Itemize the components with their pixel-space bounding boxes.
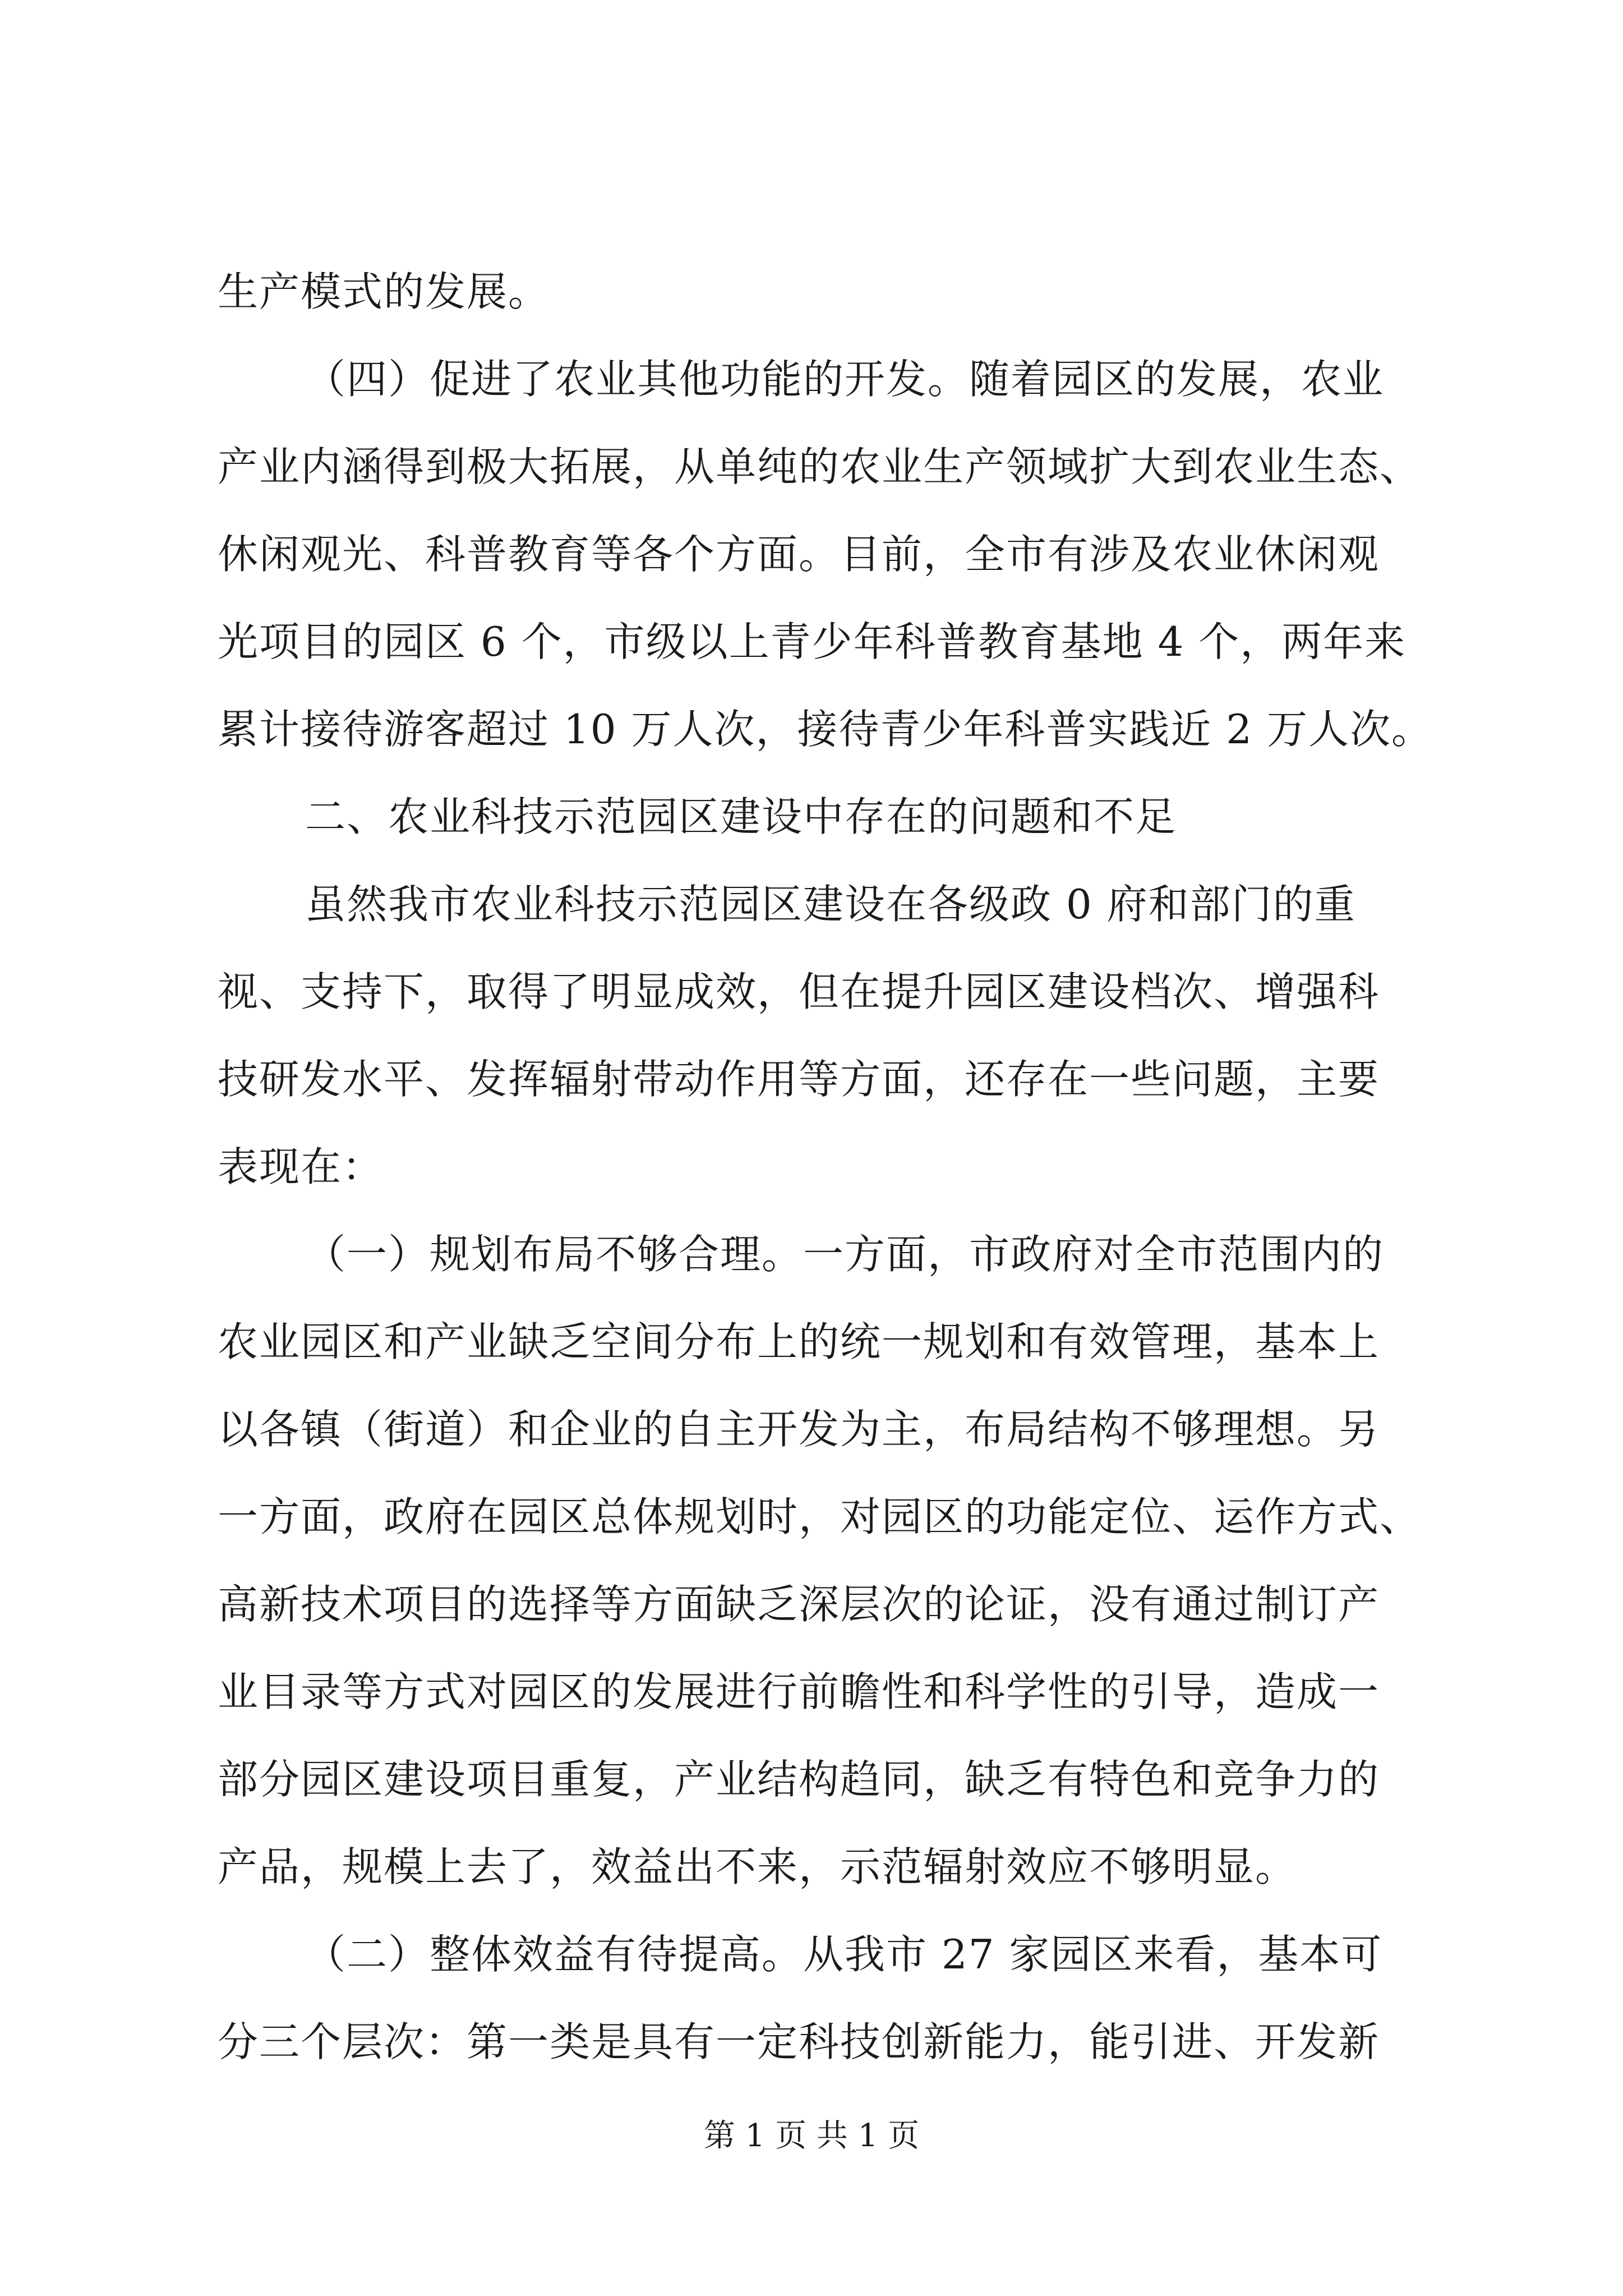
text-line: 休闲观光、科普教育等各个方面。目前，全市有涉及农业休闲观 xyxy=(218,531,1380,578)
text-line: 部分园区建设项目重复，产业结构趋同，缺乏有特色和竞争力的 xyxy=(218,1756,1380,1803)
text-line: 累计接待游客超过 10 万人次，接待青少年科普实践近 2 万人次。 xyxy=(218,706,1433,753)
paragraph-heading: （四）促进了农业其他功能的开发。随着园区的发展，农业 xyxy=(305,356,1385,403)
text-line: 光项目的园区 6 个，市级以上青少年科普教育基地 4 个，两年来 xyxy=(218,618,1407,665)
text-line: 技研发水平、发挥辐射带动作用等方面，还存在一些问题，主要 xyxy=(218,1056,1380,1103)
text-line: 分三个层次：第一类是具有一定科技创新能力，能引进、开发新 xyxy=(218,2018,1380,2065)
text-line: 一方面，政府在园区总体规划时，对园区的功能定位、运作方式、 xyxy=(218,1493,1422,1540)
text-line: 业目录等方式对园区的发展进行前瞻性和科学性的引导，造成一 xyxy=(218,1668,1380,1715)
paragraph-heading: （一）规划布局不够合理。一方面，市政府对全市范围内的 xyxy=(305,1231,1385,1278)
text-line: 以各镇（街道）和企业的自主开发为主，布局结构不够理想。另 xyxy=(218,1406,1380,1453)
text-line: 视、支持下，取得了明显成效，但在提升园区建设档次、增强科 xyxy=(218,968,1380,1015)
text-line: 虽然我市农业科技示范园区建设在各级政 0 府和部门的重 xyxy=(305,881,1356,928)
text-line: 产品，规模上去了，效益出不来，示范辐射效应不够明显。 xyxy=(218,1843,1297,1890)
page-footer: 第 1 页 共 1 页 xyxy=(703,2118,920,2154)
text-line: 高新技术项目的选择等方面缺乏深层次的论证，没有通过制订产 xyxy=(218,1581,1380,1628)
paragraph-heading: （二）整体效益有待提高。从我市 27 家园区来看，基本可 xyxy=(305,1931,1383,1978)
text-line: 产业内涵得到极大拓展，从单纯的农业生产领域扩大到农业生态、 xyxy=(218,443,1422,490)
text-line: 表现在： xyxy=(218,1143,384,1190)
section-heading: 二、农业科技示范园区建设中存在的问题和不足 xyxy=(305,793,1177,840)
text-line: 生产模式的发展。 xyxy=(218,268,550,315)
text-line: 农业园区和产业缺乏空间分布上的统一规划和有效管理，基本上 xyxy=(218,1318,1380,1365)
